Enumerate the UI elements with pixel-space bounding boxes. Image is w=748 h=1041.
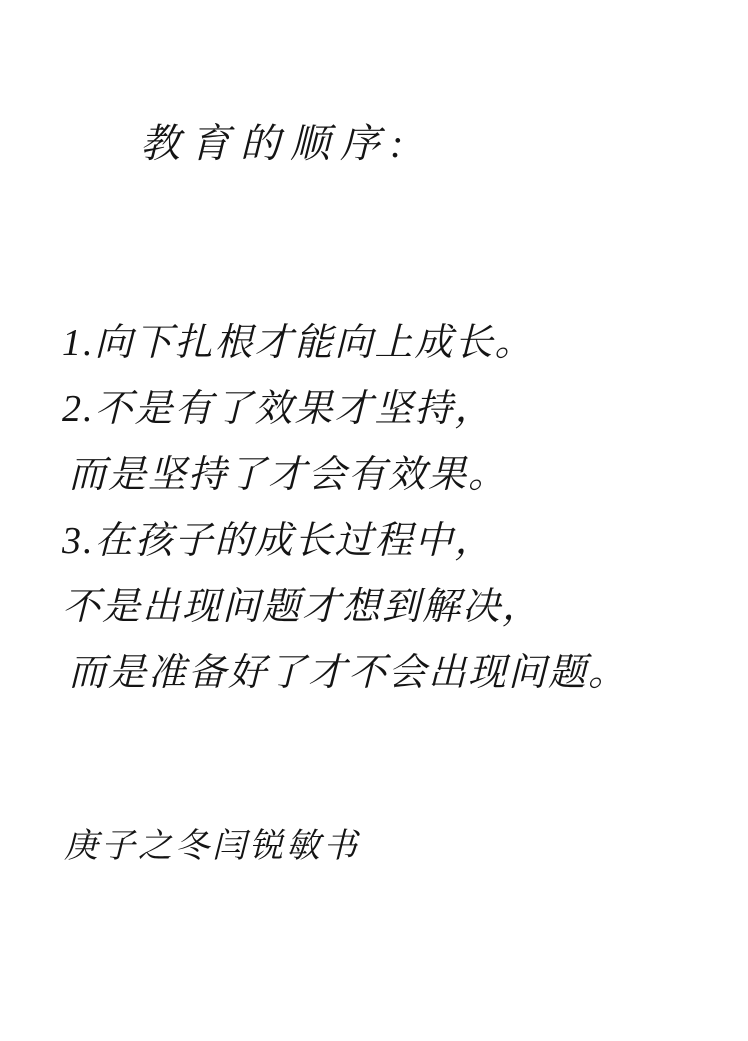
note-line: 3.在孩子的成长过程中， [62, 520, 495, 562]
note-body [62, 310, 722, 706]
note-line: 不是出现问题才想到解决， [62, 586, 543, 628]
note-line: 而是准备好了才不会出现问题。 [68, 652, 629, 694]
note-line: 1.向下扎根才能向上成长。 [62, 322, 535, 364]
note-line: 2.不是有了效果才坚持， [62, 388, 495, 430]
note-line: 而是坚持了才会有效果。 [68, 454, 509, 496]
signature-text: 庚子之冬闫锐敏书 [64, 828, 360, 865]
page-title: 教育的顺序: [140, 121, 414, 166]
